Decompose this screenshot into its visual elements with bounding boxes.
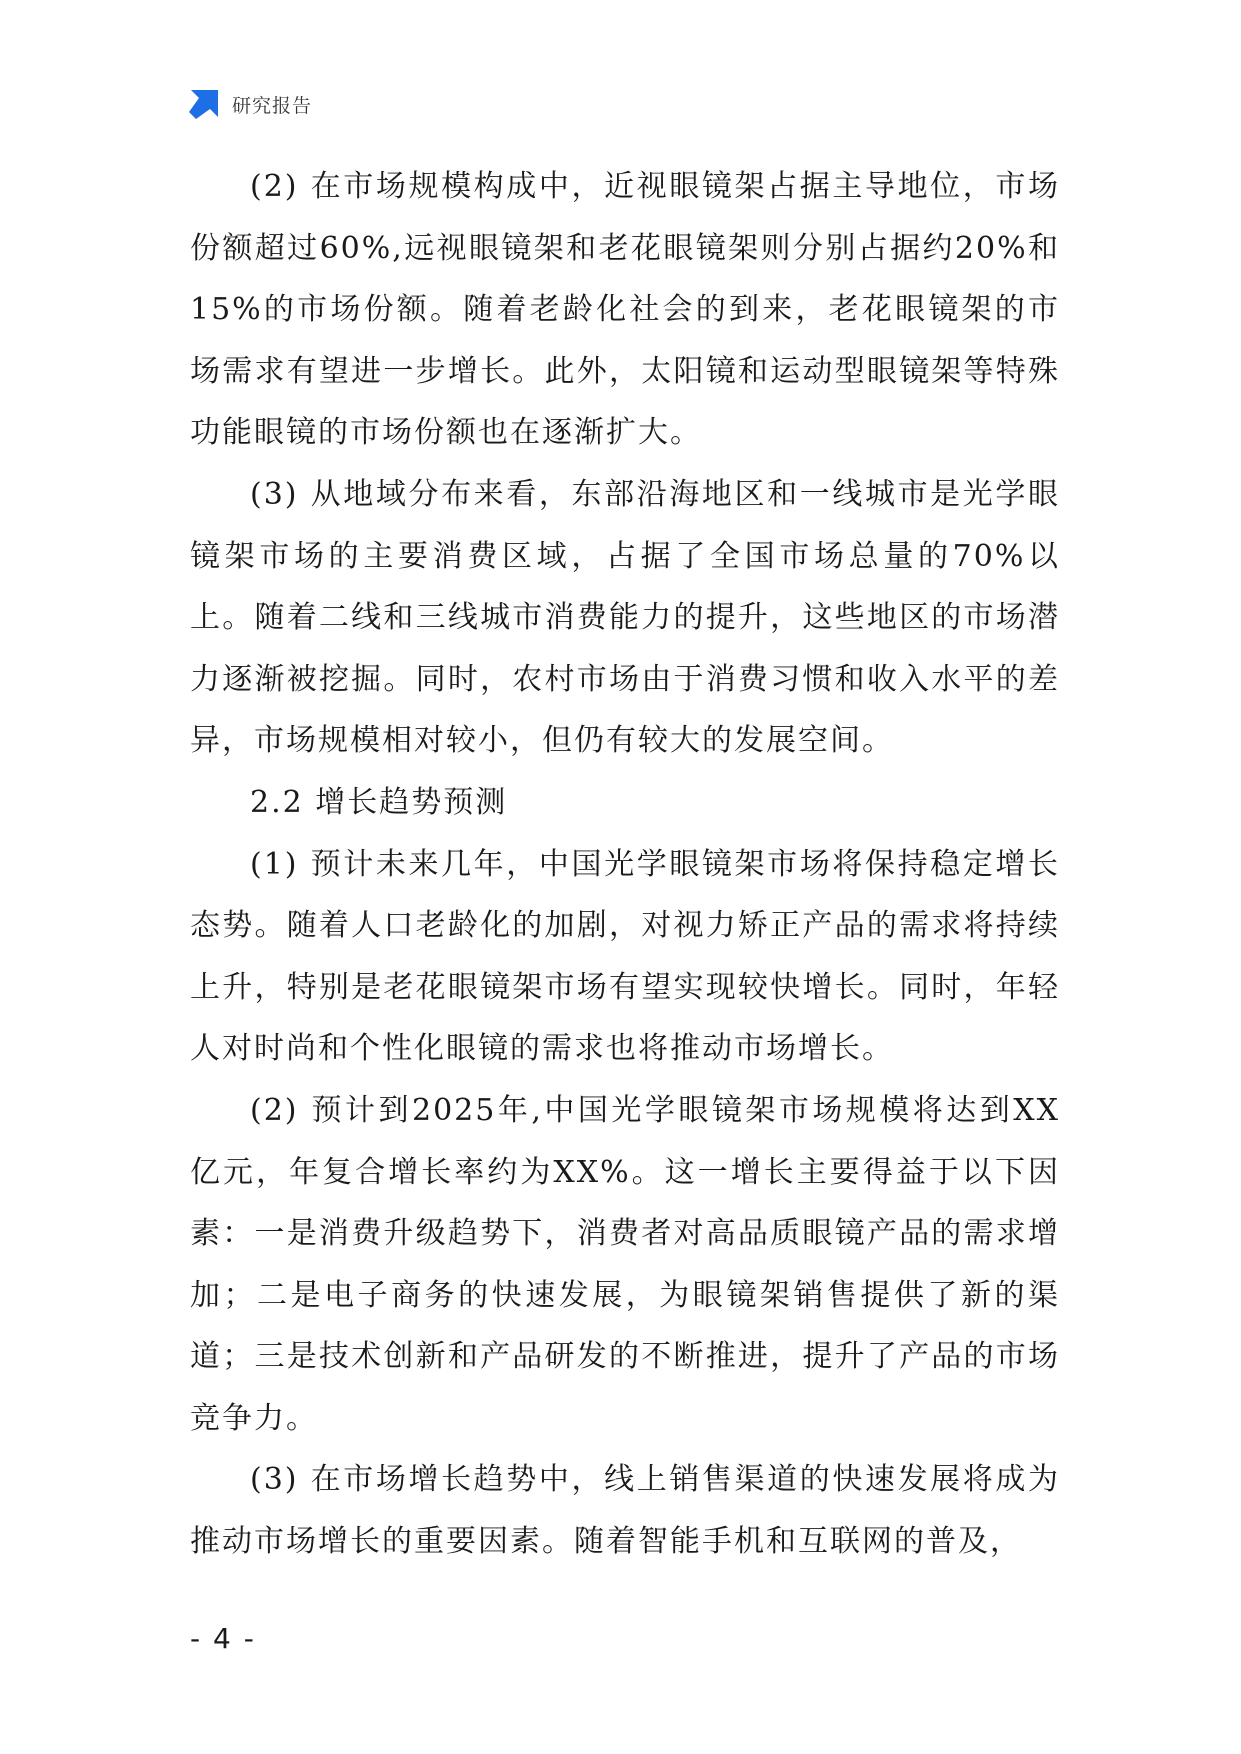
arrow-up-right-icon <box>188 88 220 120</box>
section-heading: 2.2 增长趋势预测 <box>250 784 508 820</box>
report-header <box>188 88 312 120</box>
paragraph: (3) 从地域分布来看，东部沿海地区和一线城市是光学眼镜架市场的主要消费区域，占据了全国市场总量的70%以上。随着二线和三线城市消费能力的提升，这些地区的市场潜力逐渐被挖掘。同时，农村市场由于消费习惯和收入水平的差异，市场规模相对较小，但仍有较大的发展空间。 <box>190 476 1060 759</box>
paragraph: (2) 预计到2025年,中国光学眼镜架市场规模将达到XX亿元，年复合增长率约为XX%。这一增长主要得益于以下因素：一是消费升级趋势下，消费者对高品质眼镜产品的需求增加；二是电子商务的快速发展，为眼镜架销售提供了新的渠道；三是技术创新和产品研发的不断推进，提升了产品的市场竞争力。 <box>190 1092 1060 1436</box>
paragraph: (3) 在市场增长趋势中，线上销售渠道的快速发展将成为推动市场增长的重要因素。随着智能手机和互联网的普及， <box>190 1462 1060 1560</box>
paragraph: (1) 预计未来几年，中国光学眼镜架市场将保持稳定增长态势。随着人口老龄化的加剧，对视力矫正产品的需求将持续上升，特别是老花眼镜架市场有望实现较快增长。同时，年轻人对时尚和个性化眼镜的需求也将推动市场增长。 <box>190 846 1060 1067</box>
paragraph: (2) 在市场规模构成中，近视眼镜架占据主导地位，市场份额超过60%,远视眼镜架和老花眼镜架则分别占据约20%和15%的市场份额。随着老龄化社会的到来，老花眼镜架的市场需求有望进一步增长。此外，太阳镜和运动型眼镜架等特殊功能眼镜的市场份额也在逐渐扩大。 <box>190 169 1060 451</box>
page-number: - 4 - <box>190 1622 256 1655</box>
header-title: 研究报告 <box>232 94 313 117</box>
document-body <box>190 156 1060 1573</box>
